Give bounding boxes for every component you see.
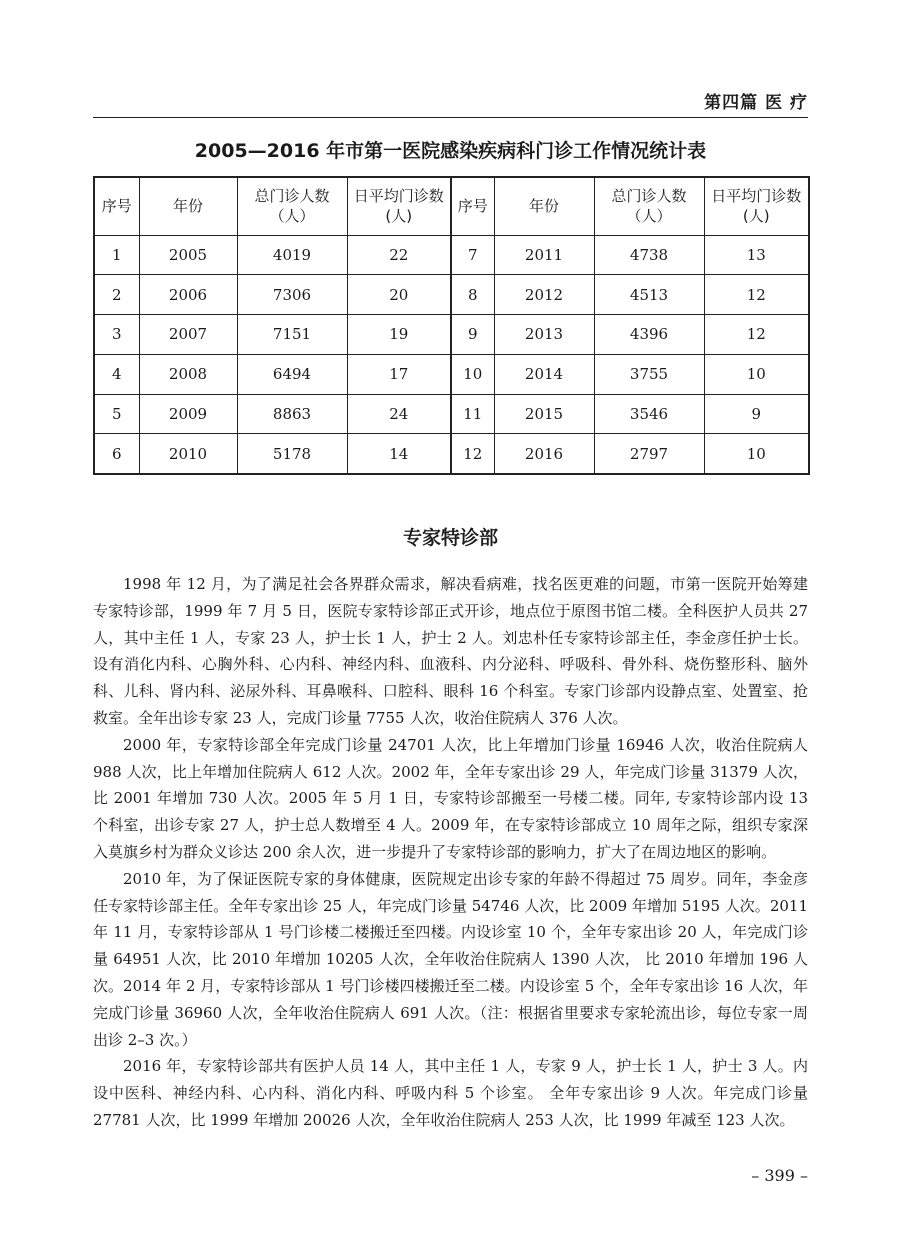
table-cell: 2005 bbox=[139, 235, 237, 275]
table-cell: 2013 bbox=[494, 315, 594, 355]
table-cell: 2009 bbox=[139, 394, 237, 434]
header-cell: 序号 bbox=[94, 177, 139, 235]
table-cell: 2014 bbox=[494, 354, 594, 394]
table-title: 2005—2016 年市第一医院感染疾病科门诊工作情况统计表 bbox=[194, 140, 707, 162]
table-cell: 2006 bbox=[139, 275, 237, 315]
table-cell: 5 bbox=[94, 394, 139, 434]
table-cell: 7151 bbox=[237, 315, 347, 355]
table-cell: 6494 bbox=[237, 354, 347, 394]
table-cell: 20 bbox=[347, 275, 451, 315]
table-cell: 7306 bbox=[237, 275, 347, 315]
table-cell: 8 bbox=[451, 275, 494, 315]
header-cell: 总门诊人数（人） bbox=[594, 177, 704, 235]
table-cell: 11 bbox=[451, 394, 494, 434]
table-cell: 10 bbox=[704, 354, 809, 394]
table-cell: 2011 bbox=[494, 235, 594, 275]
header-rule bbox=[93, 117, 808, 118]
table-row bbox=[94, 235, 809, 275]
table-cell: 3755 bbox=[594, 354, 704, 394]
paragraph: 2010 年，为了保证医院专家的身体健康，医院规定出诊专家的年龄不得超过 75 周岁。同年，李金彦任专家特诊部主任。全年专家出诊 25 人，年完成门诊量 54746 人次，比 2009 年增加 5195 人次。2011 年 11 月，专家特诊部从 1 号门诊楼二楼搬迁至四楼。内设诊室 10 个，全年专家出诊 20 人，年完成门诊量 64951 人次，比 2010 年增加 10205 人次，全年收治住院病人 1390 人次， 比 2010 年增加 196 人次。2014 年 2 月，专家特诊部从 1 号门诊楼四楼搬迁至二楼。内设诊室 5 个，全年专家出诊 16 人次，年完成门诊量 36960 人次，全年收治住院病人 691 人次。（注：根据省里要求专家轮流出诊，每位专家一周出诊 2–3 次。） bbox=[93, 869, 808, 1049]
table-cell: 7 bbox=[451, 235, 494, 275]
table-cell: 12 bbox=[704, 315, 809, 355]
page-number: – 399 – bbox=[751, 1166, 808, 1185]
header-cell: 年份 bbox=[139, 177, 237, 235]
table-cell: 9 bbox=[704, 394, 809, 434]
table-cell: 6 bbox=[94, 434, 139, 474]
table-cell: 1 bbox=[94, 235, 139, 275]
table-cell: 2012 bbox=[494, 275, 594, 315]
table-cell: 2016 bbox=[494, 434, 594, 474]
table-cell: 4019 bbox=[237, 235, 347, 275]
header-cell: 年份 bbox=[494, 177, 594, 235]
table-cell: 4738 bbox=[594, 235, 704, 275]
table-cell: 10 bbox=[704, 434, 809, 474]
header-cell: 序号 bbox=[451, 177, 494, 235]
table-row bbox=[94, 275, 809, 315]
table-row bbox=[94, 315, 809, 355]
table-cell: 10 bbox=[451, 354, 494, 394]
header-cell: 日平均门诊数(人) bbox=[347, 177, 451, 235]
table-header-row bbox=[94, 177, 809, 235]
table-cell: 2 bbox=[94, 275, 139, 315]
table-cell: 4 bbox=[94, 354, 139, 394]
table-body bbox=[94, 235, 809, 474]
table-cell: 12 bbox=[704, 275, 809, 315]
header-cell: 日平均门诊数(人) bbox=[704, 177, 809, 235]
table-row bbox=[94, 354, 809, 394]
paragraph: 2016 年，专家特诊部共有医护人员 14 人，其中主任 1 人，专家 9 人，护士长 1 人，护士 3 人。内设中医科、神经内科、心内科、消化内科、呼吸内科 5 个诊室。 全年专家出诊 9 人次。年完成门诊量 27781 人次，比 1999 年增加 20026 人次，全年收治住院病人 253 人次，比 1999 年减至 123 人次。 bbox=[93, 1057, 808, 1129]
header-cell: 总门诊人数（人） bbox=[237, 177, 347, 235]
table-cell: 4396 bbox=[594, 315, 704, 355]
table-cell: 19 bbox=[347, 315, 451, 355]
table-cell: 13 bbox=[704, 235, 809, 275]
table-cell: 2007 bbox=[139, 315, 237, 355]
table-cell: 12 bbox=[451, 434, 494, 474]
table-row bbox=[94, 394, 809, 434]
table-cell: 2797 bbox=[594, 434, 704, 474]
table-cell: 14 bbox=[347, 434, 451, 474]
section-body bbox=[93, 571, 808, 1134]
chapter-header: 第四篇 医 疗 bbox=[704, 93, 808, 113]
table-cell: 2015 bbox=[494, 394, 594, 434]
table-cell: 9 bbox=[451, 315, 494, 355]
table-cell: 17 bbox=[347, 354, 451, 394]
table-cell: 22 bbox=[347, 235, 451, 275]
section-title: 专家特诊部 bbox=[402, 527, 498, 549]
table-cell: 8863 bbox=[237, 394, 347, 434]
table-cell: 3546 bbox=[594, 394, 704, 434]
table-cell: 2010 bbox=[139, 434, 237, 474]
table-cell: 2008 bbox=[139, 354, 237, 394]
table-row bbox=[94, 434, 809, 474]
table-cell: 5178 bbox=[237, 434, 347, 474]
outpatient-stats-table bbox=[93, 176, 810, 475]
paragraph: 1998 年 12 月，为了满足社会各界群众需求，解决看病难，找名医更难的问题，市第一医院开始筹建专家特诊部，1999 年 7 月 5 日，医院专家特诊部正式开诊，地点位于原图书馆二楼。全科医护人员共 27 人，其中主任 1 人，专家 23 人，护士长 1 人，护士 2 人。刘忠朴任专家特诊部主任，李金彦任护士长。设有消化内科、心胸外科、心内科、神经内科、血液科、内分泌科、呼吸科、骨外科、烧伤整形科、脑外科、儿科、肾内科、泌尿外科、耳鼻喉科、口腔科、眼科 16 个科室。专家门诊部内设静点室、处置室、抢救室。全年出诊专家 23 人，完成门诊量 7755 人次，收治住院病人 376 人次。 bbox=[93, 575, 808, 727]
table-cell: 4513 bbox=[594, 275, 704, 315]
table-cell: 3 bbox=[94, 315, 139, 355]
table-cell: 24 bbox=[347, 394, 451, 434]
paragraph: 2000 年，专家特诊部全年完成门诊量 24701 人次，比上年增加门诊量 16946 人次，收治住院病人 988 人次，比上年增加住院病人 612 人次。2002 年，全年专家出诊 29 人，年完成门诊量 31379 人次，比 2001 年增加 730 人次。2005 年 5 月 1 日，专家特诊部搬至一号楼二楼。同年, 专家特诊部内设 13 个科室，出诊专家 27 人，护士总人数增至 4 人。2009 年，在专家特诊部成立 10 周年之际，组织专家深入莫旗乡村为群众义诊达 200 余人次，进一步提升了专家特诊部的影响力，扩大了在周边地区的影响。 bbox=[93, 735, 808, 861]
